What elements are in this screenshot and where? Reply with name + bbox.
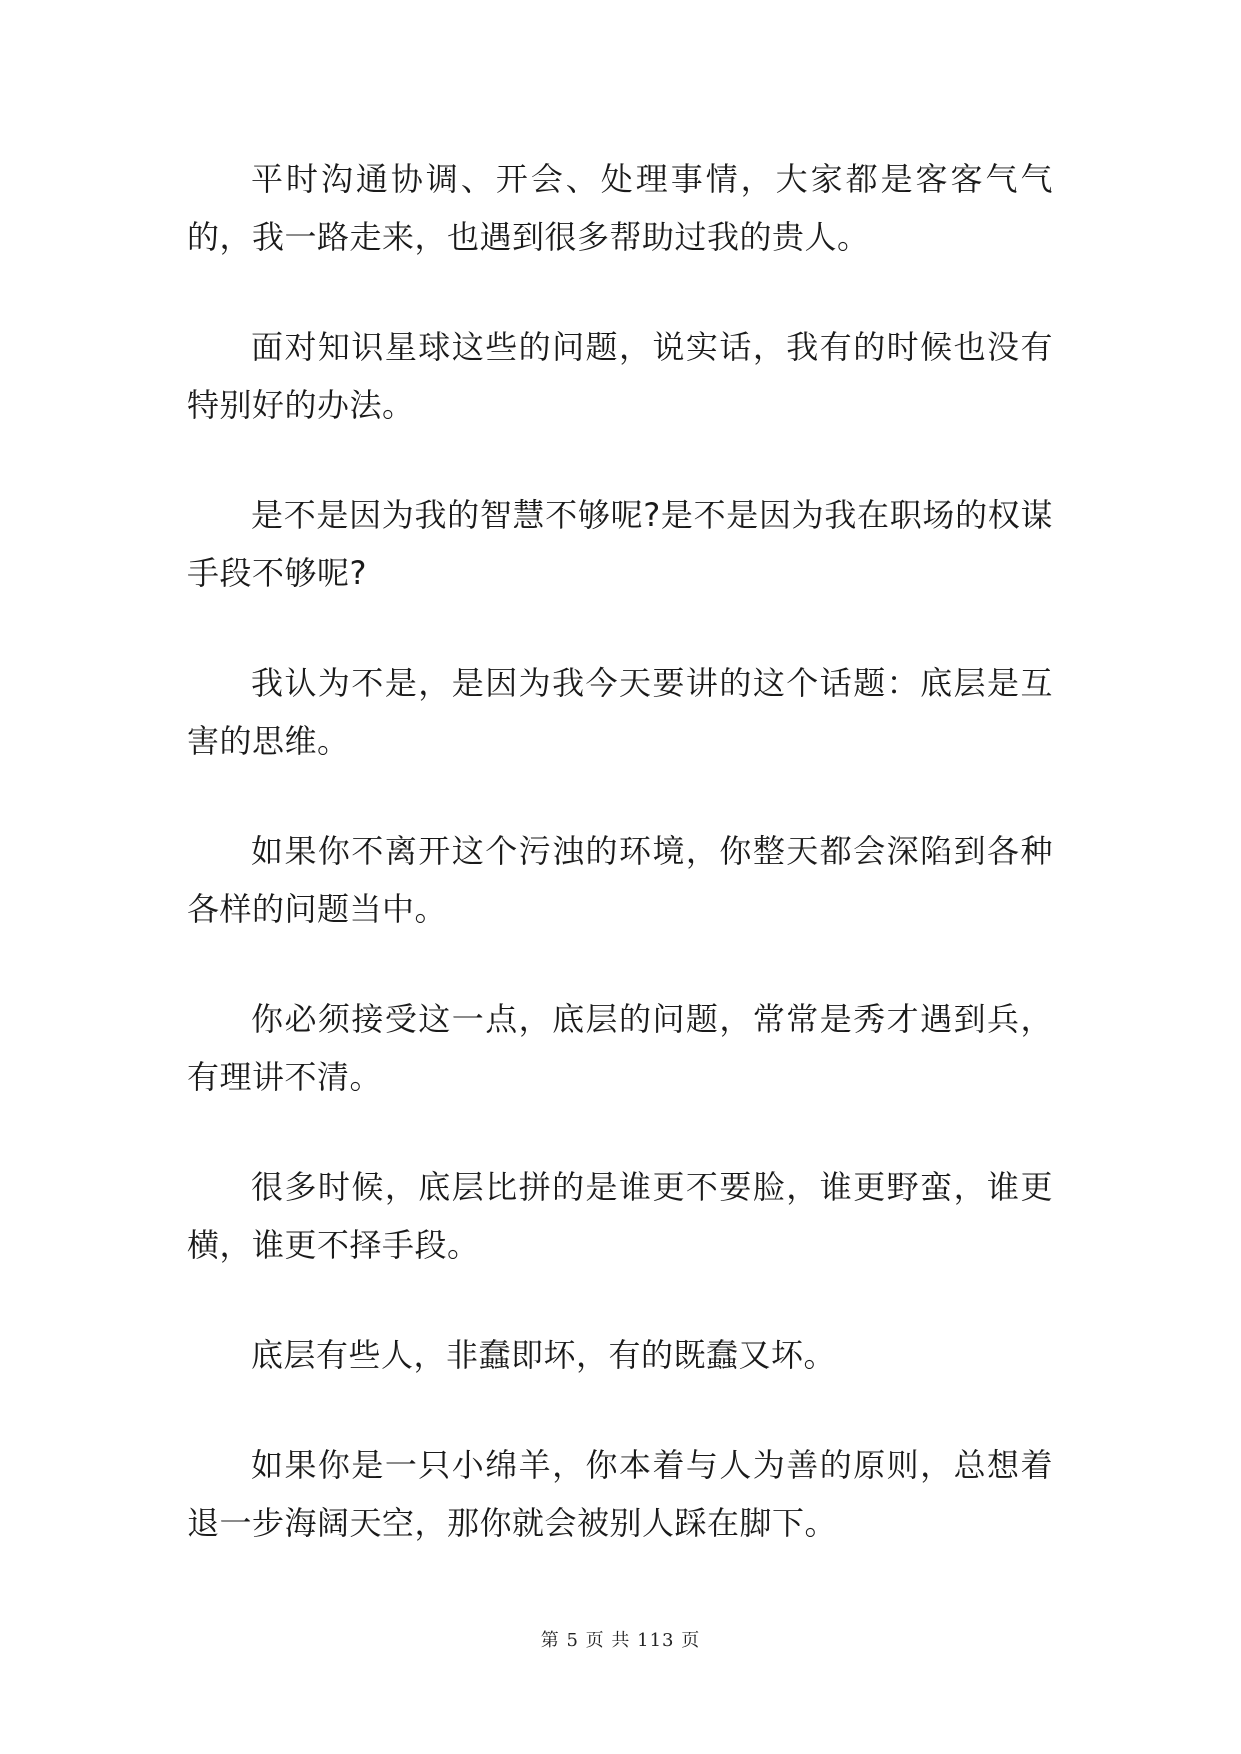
paragraph: 我认为不是，是因为我今天要讲的这个话题：底层是互害的思维。 xyxy=(187,664,1053,760)
paragraph: 如果你不离开这个污浊的环境，你整天都会深陷到各种各样的问题当中。 xyxy=(187,832,1053,928)
paragraph: 底层有些人，非蠢即坏，有的既蠢又坏。 xyxy=(251,1336,837,1374)
paragraph: 面对知识星球这些的问题，说实话，我有的时候也没有特别好的办法。 xyxy=(187,328,1053,424)
paragraph: 很多时候，底层比拼的是谁更不要脸，谁更野蛮，谁更横，谁更不择手段。 xyxy=(187,1168,1053,1264)
page-body xyxy=(187,150,1053,1604)
page-number-footer: 第 5 页 共 113 页 xyxy=(540,1630,701,1651)
paragraph: 你必须接受这一点，底层的问题，常常是秀才遇到兵，有理讲不清。 xyxy=(187,1000,1053,1096)
paragraph: 是不是因为我的智慧不够呢?是不是因为我在职场的权谋手段不够呢? xyxy=(187,496,1053,592)
paragraph: 平时沟通协调、开会、处理事情，大家都是客客气气的，我一路走来，也遇到很多帮助过我的贵人。 xyxy=(187,160,1053,256)
paragraph: 如果你是一只小绵羊，你本着与人为善的原则，总想着退一步海阔天空，那你就会被别人踩在脚下。 xyxy=(187,1446,1053,1542)
